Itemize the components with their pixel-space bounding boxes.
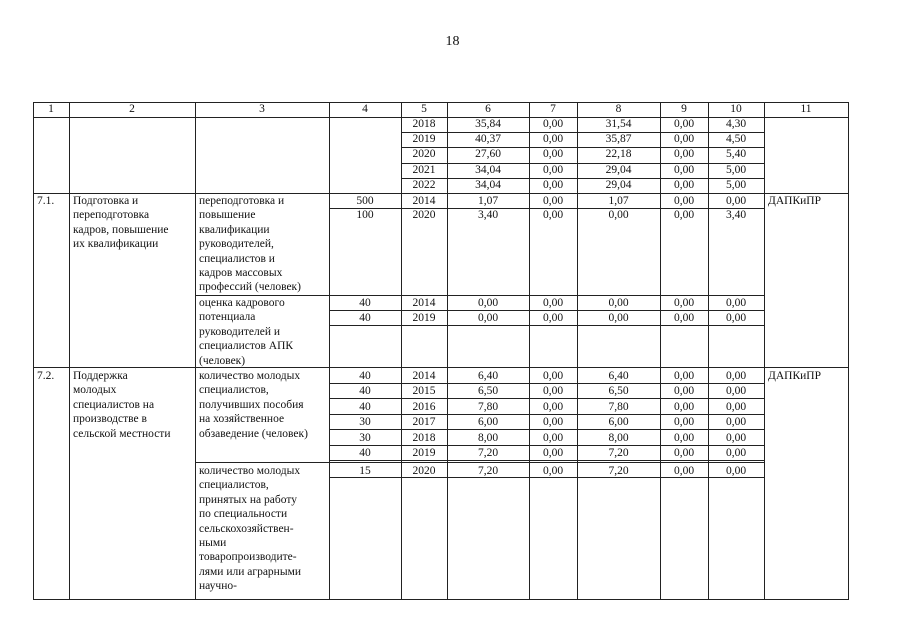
- grid-line: [660, 102, 661, 600]
- column-header: 7: [550, 103, 556, 115]
- grid-line: [848, 102, 849, 600]
- data-cell: 0,00: [542, 385, 564, 397]
- data-cell: 6,00: [608, 416, 629, 428]
- target-value: 40: [359, 369, 371, 382]
- target-value: 40: [359, 400, 371, 413]
- data-cell: 0,00: [673, 400, 695, 413]
- target-value: 15: [359, 464, 371, 477]
- grid-line: [447, 102, 448, 600]
- grid-line: [33, 102, 849, 103]
- column-header: 2: [129, 103, 135, 115]
- data-cell: 35,84: [475, 118, 501, 130]
- data-cell: 0,00: [542, 311, 564, 324]
- data-cell: 0,00: [673, 416, 695, 428]
- data-cell: 0,00: [542, 209, 564, 221]
- data-cell: 5,40: [725, 148, 747, 161]
- target-value: 100: [356, 209, 374, 221]
- data-cell: 2020: [412, 148, 436, 161]
- column-header: 11: [800, 103, 812, 115]
- indicator-name: количество молодых специалистов, получивших пособия на хозяйственное обзаведение (человек): [199, 370, 308, 440]
- year-cell: 2019: [412, 447, 436, 459]
- year-cell: 2020: [412, 464, 436, 477]
- grid-line: [329, 460, 765, 461]
- grid-line: [33, 599, 849, 600]
- data-cell: 2018: [412, 118, 436, 130]
- data-cell: 2022: [412, 178, 436, 191]
- data-cell: 7,80: [608, 400, 629, 413]
- data-cell: 0,00: [608, 311, 629, 324]
- data-cell: 0,00: [725, 400, 747, 413]
- grid-line: [329, 208, 765, 209]
- data-cell: 0,00: [542, 416, 564, 428]
- data-cell: 0,00: [725, 311, 747, 324]
- data-cell: 40,37: [475, 133, 501, 146]
- data-cell: 0,00: [673, 209, 695, 221]
- data-cell: 1,07: [608, 194, 629, 207]
- grid-line: [577, 102, 578, 600]
- data-cell: 0,00: [725, 464, 747, 477]
- target-value: 40: [359, 296, 371, 309]
- grid-line: [329, 414, 765, 415]
- data-cell: 1,07: [477, 194, 499, 207]
- measure-name: Поддержка молодых специалистов на производстве в сельской местности: [73, 370, 171, 440]
- target-value: 40: [359, 385, 371, 397]
- data-cell: 0,00: [542, 148, 564, 161]
- data-cell: 0,00: [673, 311, 695, 324]
- year-cell: 2018: [412, 431, 436, 444]
- grid-line: [329, 383, 765, 384]
- data-cell: 0,00: [725, 296, 747, 309]
- grid-line: [329, 477, 765, 478]
- data-cell: 3,40: [725, 209, 747, 221]
- grid-line: [401, 163, 765, 164]
- grid-line: [401, 132, 765, 133]
- grid-line: [329, 398, 765, 399]
- year-cell: 2014: [412, 369, 436, 382]
- data-cell: 0,00: [608, 209, 629, 221]
- data-cell: 0,00: [673, 296, 695, 309]
- data-cell: 0,00: [673, 148, 695, 161]
- column-header: 4: [362, 103, 368, 115]
- grid-line: [33, 193, 849, 194]
- grid-line: [329, 102, 330, 600]
- data-cell: 0,00: [673, 431, 695, 444]
- data-cell: 29,04: [605, 178, 632, 191]
- data-cell: 34,04: [475, 163, 501, 176]
- grid-line: [401, 102, 402, 600]
- data-cell: 0,00: [542, 296, 564, 309]
- column-header: 8: [615, 103, 622, 115]
- column-header: 6: [485, 103, 491, 115]
- data-cell: 0,00: [542, 178, 564, 191]
- data-cell: 8,00: [608, 431, 629, 444]
- data-cell: 4,50: [725, 133, 747, 146]
- data-cell: 6,00: [477, 416, 499, 428]
- year-cell: 2017: [412, 416, 436, 428]
- row-number: 7.1.: [37, 195, 55, 207]
- grid-line: [329, 325, 765, 326]
- target-value: 500: [356, 194, 374, 207]
- data-cell: 0,00: [542, 118, 564, 130]
- data-cell: 4,30: [725, 118, 747, 130]
- data-cell: 0,00: [673, 194, 695, 207]
- indicator-name: оценка кадрового потенциала руководителей и специалистов АПК (человек): [199, 297, 294, 367]
- grid-line: [33, 102, 34, 600]
- data-cell: 0,00: [725, 431, 747, 444]
- data-cell: 5,00: [725, 178, 747, 191]
- data-cell: 8,00: [477, 431, 499, 444]
- data-cell: 0,00: [673, 447, 695, 459]
- data-cell: 0,00: [673, 369, 695, 382]
- grid-line: [764, 102, 765, 600]
- data-cell: 22,18: [605, 148, 632, 161]
- data-cell: 0,00: [725, 369, 747, 382]
- data-cell: 0,00: [673, 385, 695, 397]
- program-table: [33, 102, 848, 599]
- data-cell: 0,00: [477, 296, 499, 309]
- data-cell: 0,00: [542, 369, 564, 382]
- data-cell: 0,00: [725, 416, 747, 428]
- grid-line: [329, 429, 765, 430]
- indicator-name: переподготовка и повышение квалификации руководителей, специалистов и кадров массовых профессий (человек): [199, 195, 301, 294]
- data-cell: 0,00: [542, 133, 564, 146]
- data-cell: 6,50: [608, 385, 629, 397]
- column-header: 5: [421, 103, 427, 115]
- row-number: 7.2.: [37, 370, 55, 382]
- data-cell: 0,00: [725, 447, 747, 459]
- data-cell: 7,20: [608, 447, 629, 459]
- data-cell: 0,00: [673, 133, 695, 146]
- indicator-name: количество молодых специалистов, принятых на работу по специальности сельскохозяйствен- ными товаропроизводите- лями или аграрными научно-: [199, 465, 301, 593]
- target-value: 30: [359, 416, 371, 428]
- grid-line: [401, 147, 765, 148]
- target-value: 40: [359, 311, 371, 324]
- grid-line: [708, 102, 709, 600]
- data-cell: 34,04: [475, 178, 501, 191]
- data-cell: 0,00: [673, 163, 695, 176]
- column-header: 3: [259, 103, 265, 115]
- data-cell: 6,50: [477, 385, 499, 397]
- data-cell: 27,60: [475, 148, 501, 161]
- data-cell: 0,00: [542, 431, 564, 444]
- data-cell: 0,00: [673, 464, 695, 477]
- data-cell: 7,20: [477, 464, 499, 477]
- data-cell: 2019: [412, 133, 436, 146]
- year-cell: 2014: [412, 296, 436, 309]
- column-header: 10: [730, 103, 742, 115]
- data-cell: 7,80: [477, 400, 499, 413]
- data-cell: 2021: [412, 163, 436, 176]
- data-cell: 0,00: [542, 447, 564, 459]
- year-cell: 2020: [412, 209, 436, 221]
- data-cell: 0,00: [725, 385, 747, 397]
- data-cell: 0,00: [542, 464, 564, 477]
- data-cell: 6,40: [608, 369, 629, 382]
- executor: ДАПКиПР: [768, 195, 821, 207]
- grid-line: [33, 117, 849, 118]
- data-cell: 0,00: [542, 400, 564, 413]
- data-cell: 0,00: [542, 163, 564, 176]
- data-cell: 0,00: [673, 178, 695, 191]
- data-cell: 5,00: [725, 163, 747, 176]
- grid-line: [195, 102, 196, 600]
- data-cell: 31,54: [605, 118, 632, 130]
- year-cell: 2016: [412, 400, 436, 413]
- grid-line: [329, 445, 765, 446]
- grid-line: [329, 310, 765, 311]
- data-cell: 0,00: [542, 194, 564, 207]
- year-cell: 2019: [412, 311, 436, 324]
- data-cell: 0,00: [673, 118, 695, 130]
- executor: ДАПКиПР: [768, 370, 821, 382]
- data-cell: 29,04: [605, 163, 632, 176]
- grid-line: [33, 367, 849, 368]
- grid-line: [529, 102, 530, 600]
- measure-name: Подготовка и переподготовка кадров, повышение их квалификации: [73, 195, 169, 251]
- column-header: 1: [48, 103, 54, 115]
- data-cell: 0,00: [608, 296, 629, 309]
- data-cell: 35,87: [605, 133, 632, 146]
- data-cell: 7,20: [477, 447, 499, 459]
- data-cell: 0,00: [725, 194, 747, 207]
- year-cell: 2015: [412, 385, 436, 397]
- data-cell: 3,40: [477, 209, 499, 221]
- target-value: 30: [359, 431, 371, 444]
- grid-line: [195, 295, 765, 296]
- target-value: 40: [359, 447, 371, 459]
- grid-line: [401, 178, 765, 179]
- data-cell: 0,00: [477, 311, 499, 324]
- year-cell: 2014: [412, 194, 436, 207]
- data-cell: 6,40: [477, 369, 499, 382]
- page-number: 18: [445, 34, 460, 49]
- data-cell: 7,20: [608, 464, 629, 477]
- grid-line: [195, 462, 765, 463]
- grid-line: [69, 102, 70, 600]
- column-header: 9: [681, 103, 687, 115]
